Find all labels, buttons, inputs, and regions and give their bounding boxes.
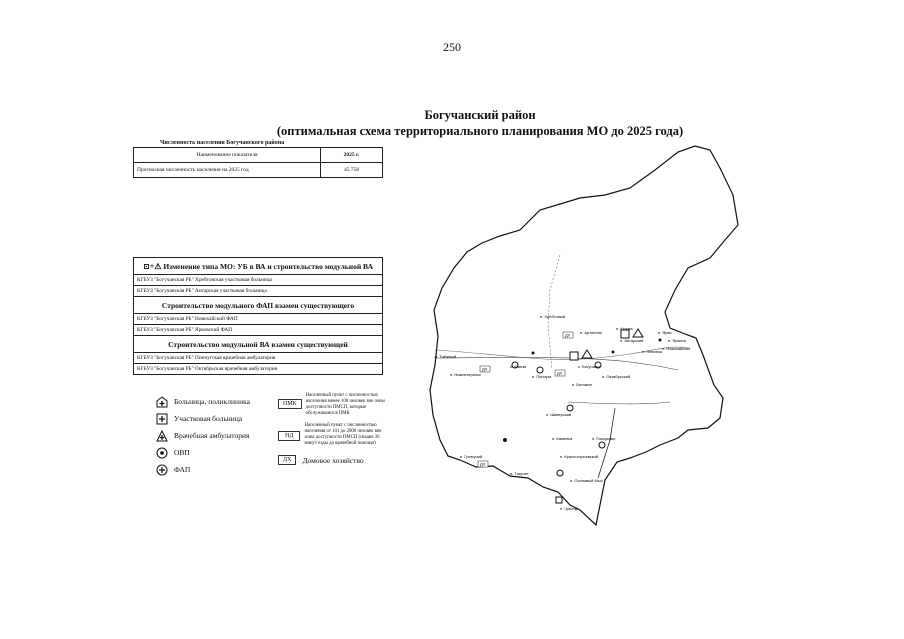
hd-note: Населенный пункт с численностью населения от 101 до 2000 человек вне зоны доступности ПМСП (свыше 30 минут езды до врачебной помощи) bbox=[304, 423, 382, 446]
map-label: п. Белякин bbox=[572, 382, 592, 387]
dh-mark: ДХ bbox=[557, 370, 563, 376]
map-label: п. Шиверский bbox=[546, 412, 572, 417]
table-cell: КГБУЗ "Богучанская РБ" Октябрьская врачебная амбулатория bbox=[134, 364, 383, 375]
ambulatory-icon bbox=[156, 430, 168, 442]
fap-icon bbox=[156, 464, 168, 476]
map-label: п. Чунояр bbox=[560, 506, 578, 511]
map-label: п. Красногорьевский bbox=[560, 454, 599, 459]
legend-item-hd bbox=[278, 423, 388, 447]
fap-icon bbox=[537, 367, 543, 373]
population-table bbox=[133, 147, 383, 178]
table-cell: Прогнозная численность населения на 2025 год bbox=[134, 163, 321, 178]
hd-box: НД bbox=[278, 431, 300, 441]
map-label: п. Артюгино bbox=[580, 330, 603, 335]
legend-item-fap: ФАП bbox=[156, 461, 250, 478]
map-label: п. Такучет bbox=[510, 471, 529, 476]
dh-mark: ДХ bbox=[482, 366, 488, 372]
table-section-header: Строительство модульного ФАП взамен существующего bbox=[134, 297, 383, 314]
district-hospital-icon bbox=[556, 497, 562, 503]
dh-mark: ДХ bbox=[480, 461, 486, 467]
table-row bbox=[134, 353, 383, 364]
fap-icon bbox=[557, 470, 563, 476]
title-line-1: Богучанский район bbox=[424, 108, 536, 122]
table-header-cell: 2025 г. bbox=[321, 148, 383, 163]
population-table-caption: Численность населения Богучанского района bbox=[160, 140, 285, 146]
table-cell: КГБУЗ "Богучанская РБ" Новохайский ФАП bbox=[134, 314, 383, 325]
district-hospital-icon bbox=[156, 413, 168, 425]
map-label: п. Ярки bbox=[658, 330, 672, 335]
pmk-box: ПМК bbox=[278, 399, 302, 409]
settlement-dot bbox=[659, 339, 662, 342]
table-section-header: Строительство модульной ВА взамен существующей bbox=[134, 336, 383, 353]
table-row bbox=[134, 163, 383, 178]
legend bbox=[156, 393, 250, 478]
map-label: п. Манзя bbox=[510, 364, 527, 369]
map-label: п. Кежма bbox=[616, 326, 633, 331]
title-line-2: (оптимальная схема территориального планирования МО до 2025 года) bbox=[276, 124, 684, 138]
settlement-dot bbox=[612, 351, 615, 354]
map-label: п. Гремучий bbox=[460, 454, 483, 459]
table-cell: КГБУЗ "Богучанская РБ" Ангарская участковая больница bbox=[134, 286, 383, 297]
map-label: п. Хребтовый bbox=[540, 314, 565, 319]
table-cell: КГБУЗ "Богучанская РБ" Пинчугская врачебная амбулатория bbox=[134, 353, 383, 364]
pmk-note: Населенный пункт с численностью населения менее 100 человек вне зоны доступности ПМСП, которые обслуживаются ПМК bbox=[305, 393, 385, 416]
map-label: п. Ангарский bbox=[620, 338, 644, 343]
legend-item-hospital: Больница, поликлиника bbox=[156, 393, 250, 410]
district-hospital-icon bbox=[621, 330, 629, 338]
fap-icon bbox=[567, 405, 573, 411]
map-label: п. Октябрьский bbox=[602, 374, 631, 379]
legend-notes bbox=[278, 393, 388, 465]
page-title bbox=[250, 107, 710, 139]
table-row bbox=[134, 325, 383, 336]
map-label: п. Говорково bbox=[592, 436, 616, 441]
table-cell: 45 758 bbox=[321, 163, 383, 178]
ovp-icon bbox=[599, 442, 605, 448]
settlement-dot bbox=[503, 438, 507, 442]
table-row bbox=[134, 275, 383, 286]
map-label: п. Яркино bbox=[668, 338, 686, 343]
map-label: с. Богучаны bbox=[578, 364, 600, 369]
map-label: п. Каменка bbox=[552, 436, 573, 441]
table-row bbox=[134, 297, 383, 314]
table-cell: КГБУЗ "Богучанская РБ" Хребтовская участковая больница bbox=[134, 275, 383, 286]
table-row bbox=[134, 314, 383, 325]
table-row bbox=[134, 258, 383, 275]
table-row bbox=[134, 364, 383, 375]
legend-item-ovp: ОВП bbox=[156, 444, 250, 461]
table-section-header: ⊡+⚠ Изменение типа МО: УБ в ВА и строительство модульной ВА bbox=[134, 258, 383, 275]
map-label: п. Таёжный bbox=[435, 354, 457, 359]
table-cell: КГБУЗ "Богучанская РБ" Ярковский ФАП bbox=[134, 325, 383, 336]
dh-box: ДХ bbox=[278, 455, 296, 465]
table-header-cell: Наименование показателя bbox=[134, 148, 321, 163]
table-row bbox=[134, 148, 383, 163]
map-label: п. Пинчуга bbox=[532, 374, 552, 379]
legend-item-ambulatory: Врачебная амбулатория bbox=[156, 427, 250, 444]
hospital-icon bbox=[156, 396, 168, 408]
table-row bbox=[134, 336, 383, 353]
change-table bbox=[133, 257, 383, 375]
district-map bbox=[420, 140, 750, 540]
dh-mark: ДХ bbox=[565, 332, 571, 338]
legend-item-dh: ДХ Домовое хозяйство bbox=[278, 455, 388, 465]
map-label: п. Невонка bbox=[642, 349, 663, 354]
map-label: п. Новохайский bbox=[662, 346, 691, 351]
legend-item-district-hospital: Участковая больница bbox=[156, 410, 250, 427]
district-boundary bbox=[430, 146, 738, 525]
ovp-icon bbox=[156, 447, 168, 459]
page-number: 250 bbox=[443, 40, 461, 54]
district-hospital-icon bbox=[570, 352, 578, 360]
settlement-dot bbox=[532, 352, 535, 355]
map-label: п. Осиновый Мыс bbox=[570, 478, 603, 483]
map-label: п. Нижнетерянск bbox=[450, 372, 481, 377]
change-icon: ⊡+⚠ bbox=[143, 261, 162, 271]
legend-item-pmk bbox=[278, 393, 388, 417]
table-row bbox=[134, 286, 383, 297]
